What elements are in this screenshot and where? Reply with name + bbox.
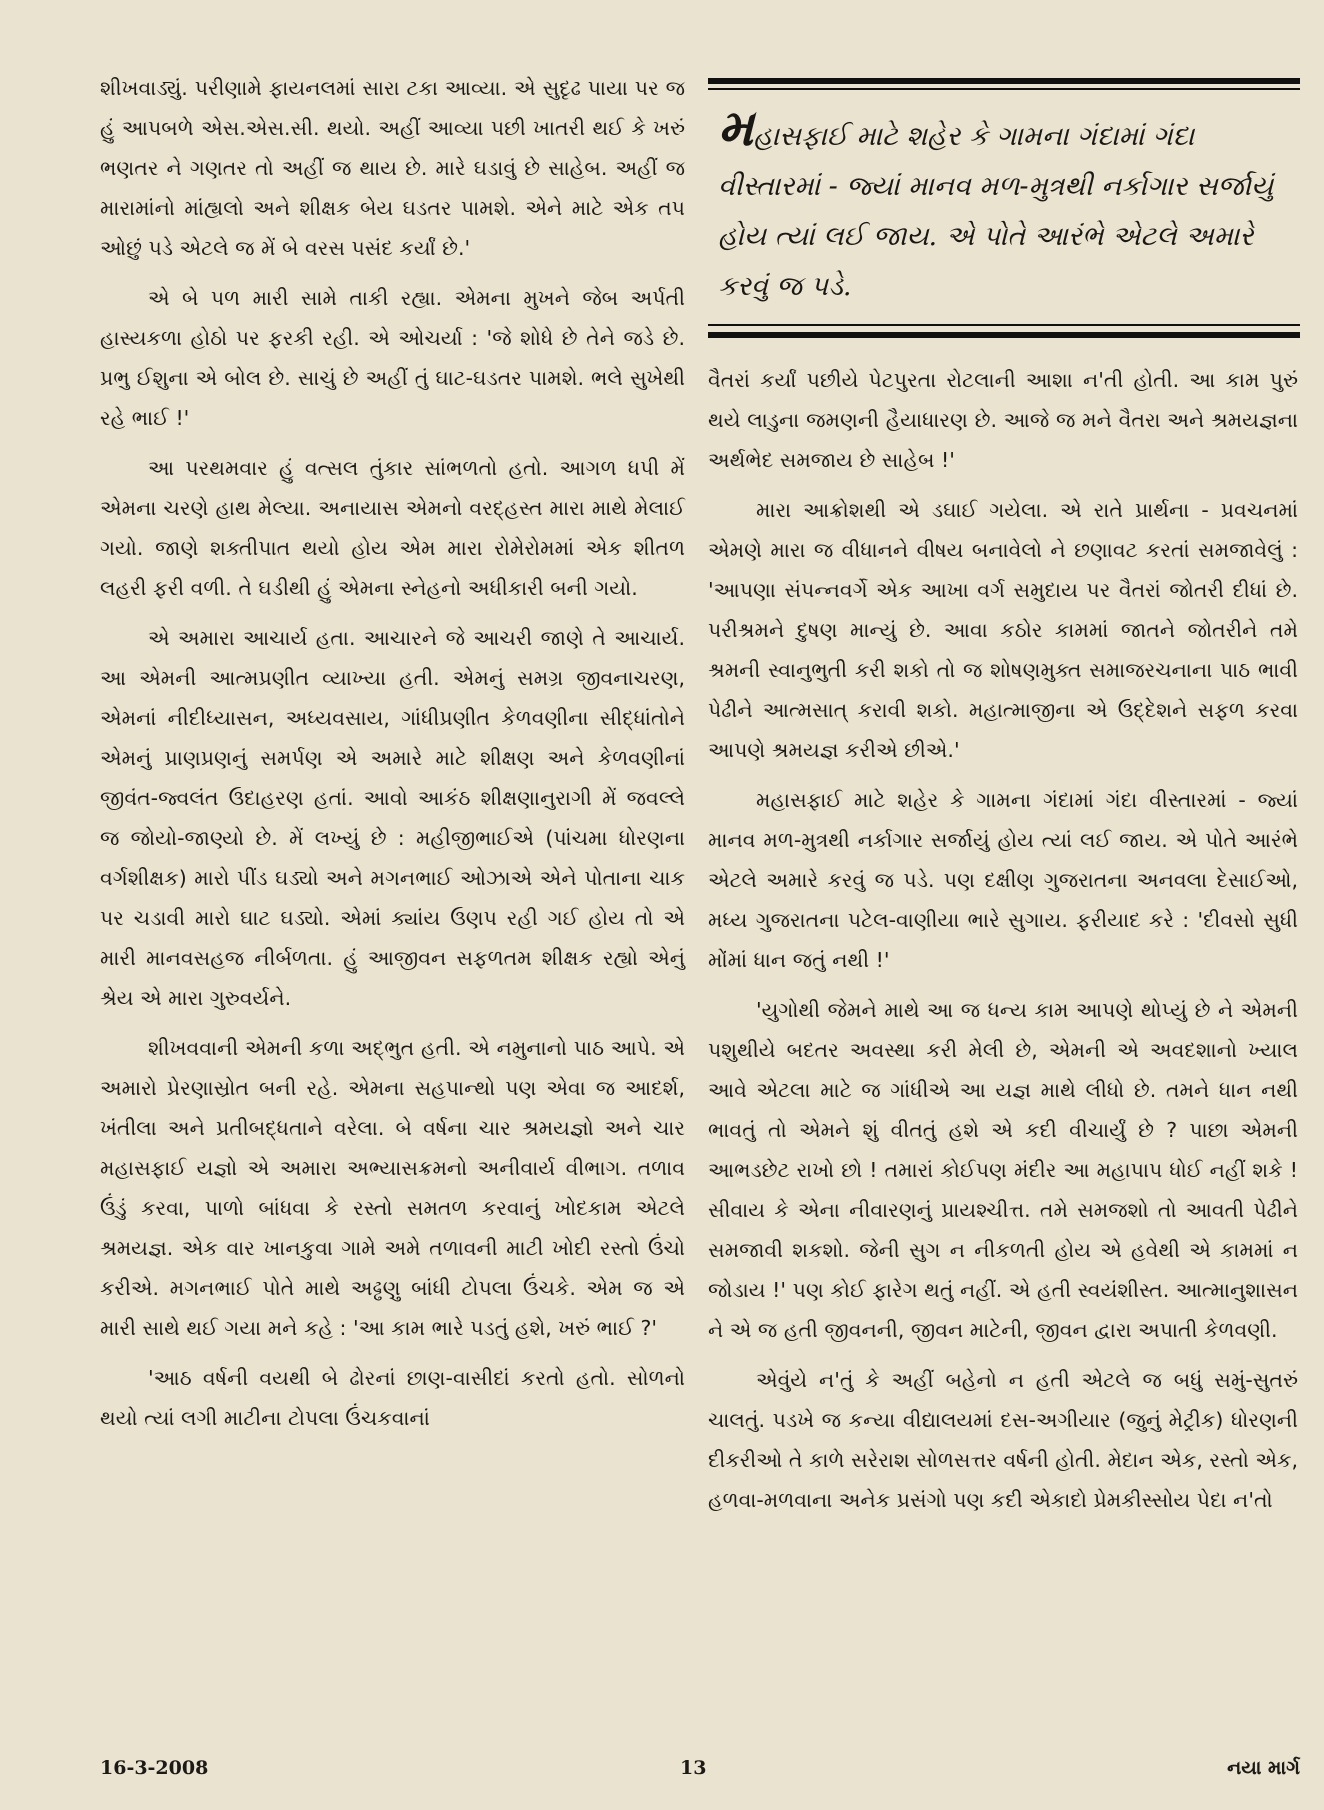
pull-quote-text bbox=[718, 98, 1293, 312]
right-paragraph-2: મારા આક્રોશથી એ ડઘાઈ ગયેલા. એ રાતે પ્રાર્થના - પ્રવચનમાં એમણે મારા જ વીધાનને વીષય બનાવેલો ને છણાવટ કરતાં સમજાવેલું : 'આપણા સંપન્નવર્ગે એક આખા વર્ગ સમુદાય પર વૈતરાં જોતરી દીધાં છે. પરીશ્રમને દુષણ માન્યું છે. આવા કઠોર કામમાં જાતને જોતરીને તમે શ્રમની સ્વાનુભુતી કરી શકો તો જ શોષણમુક્ત સમાજરચનાના પાઠ ભાવી પેઢીને આત્મસાત્ કરાવી શકો. મહાત્માજીના એ ઉદ્દેશને સફળ કરવા આપણે શ્રમયજ્ઞ કરીએ છીએ.' bbox=[708, 498, 1298, 762]
right-paragraph-4: 'યુગોથી જેમને માથે આ જ ધન્ય કામ આપણે થોપ્યું છે ને એમની પશુથીયે બદતર અવસ્થા કરી મેલી છે, એમની એ અવદશાનો ખ્યાલ આવે એટલા માટે જ ગાંધીએ આ યજ્ઞ માથે લીધો છે. તમને ધાન નથી ભાવતું તો એમને શું વીતતું હશે એ કદી વીચાર્યું છે ? પાછા એમની આભડછેટ રાખો છો ! તમારાં કોઈપણ મંદીર આ મહાપાપ ધોઈ નહીં શકે ! સીવાય કે એના નીવારણનું પ્રાયશ્ચીત્ત. તમે સમજશો તો આવતી પેઢીને સમજાવી શકશો. જેની સુગ ન નીકળતી હોય એ હવેથી એ કામમાં ન જોડાય !' પણ કોઈ ફારેગ થતું નહીં. એ હતી સ્વયંશીસ્ત. આત્માનુશાસન ને એ જ હતી જીવનની, જીવન માટેની, જીવન દ્વારા અપાતી કેળવણી. bbox=[708, 998, 1298, 1342]
pull-quote-body: હાસફાઈ માટે શહેર કે ગામના ગંદામાં ગંદા વીસ્તારમાં - જ્યાં માનવ મળ-મુત્રથી નર્કાગાર સર્જાયું હોય ત્યાં લઈ જાય. એ પોતે આરંભે એટલે અમારે કરવું જ પડે. bbox=[718, 121, 1274, 302]
pull-quote-top-rule-thick bbox=[708, 78, 1300, 84]
left-column bbox=[100, 68, 685, 1448]
pull-quote-drop-letter: મ bbox=[718, 98, 754, 157]
left-paragraph-5: શીખવવાની એમની કળા અદ્ભુત હતી. એ નમુનાનો પાઠ આપે. એ અમારો પ્રેરણાસ્રોત બની રહે. એમના સહપાન્થો પણ એવા જ આદર્શ, ખંતીલા અને પ્રતીબદ્ધતાને વરેલા. બે વર્ષના ચાર શ્રમયજ્ઞો અને ચાર મહાસફાઈ યજ્ઞો એ અમારા અભ્યાસક્રમનો અનીવાર્ય વીભાગ. તળાવ ઉંડું કરવા, પાળો બાંધવા કે રસ્તો સમતળ કરવાનું ખોદકામ એટલે શ્રમયજ્ઞ. એક વાર ખાનકુવા ગામે અમે તળાવની માટી ખોદી રસ્તો ઉંચો કરીએ. મગનભાઈ પોતે માથે અઢ્ઢણુ બાંધી ટોપલા ઉંચકે. એમ જ એ મારી સાથે થઈ ગયા મને કહે : 'આ કામ ભારે પડતું હશે, ખરું ભાઈ ?' bbox=[100, 1036, 685, 1340]
issue-date: 16-3-2008 bbox=[100, 1757, 209, 1779]
right-paragraph-1: વૈતરાં કર્યાં પછીયે પેટપુરતા રોટલાની આશા ન'તી હોતી. આ કામ પુરું થયે લાડુના જમણની હૈયાધારણ છે. આજે જ મને વૈતરા અને શ્રમયજ્ઞના અર્થભેદ સમજાય છે સાહેબ !' bbox=[708, 368, 1298, 472]
left-paragraph-6: 'આઠ વર્ષની વયથી બે ઢોરનાં છાણ-વાસીદાં કરતો હતો. સોળનો થયો ત્યાં લગી માટીના ટોપલા ઉંચકવાનાં bbox=[100, 1366, 685, 1430]
left-paragraph-2: એ બે પળ મારી સામે તાકી રહ્યા. એમના મુખને જેબ અર્પતી હાસ્યકળા હોઠો પર ફરકી રહી. એ ઓચર્યા : 'જે શોધે છે તેને જડે છે. પ્રભુ ઈશુના એ બોલ છે. સાચું છે અહીં તું ઘાટ-ઘડતર પામશે. ભલે સુખેથી રહે ભાઈ !' bbox=[100, 286, 685, 430]
pull-quote-bottom-rule-thick bbox=[708, 332, 1300, 338]
left-paragraph-1: શીખવાડ્યું. પરીણામે ફાયનલમાં સારા ટકા આવ્યા. એ સુદૃઢ પાયા પર જ હું આપબળે એસ.એસ.સી. થયો. અહીં આવ્યા પછી ખાતરી થઈ કે ખરું ભણતર ને ગણતર તો અહીં જ થાય છે. મારે ઘડાવું છે સાહેબ. અહીં જ મારામાંનો માંહ્યલો અને શીક્ષક બેય ઘડતર પામશે. એને માટે એક તપ ઓછું પડે એટલે જ મેં બે વરસ પસંદ કર્યાં છે.' bbox=[100, 76, 685, 260]
right-paragraph-5: એવુંયે ન'તું કે અહીં બહેનો ન હતી એટલે જ બધું સમું-સુતરું ચાલતું. પડખે જ કન્યા વીદ્યાલયમાં દસ-અગીયાર (જુનું મેટ્રીક) ધોરણની દીકરીઓ તે કાળે સરેરાશ સોળસત્તર વર્ષની હોતી. મેદાન એક, રસ્તો એક, હળવા-મળવાના અનેક પ્રસંગો પણ કદી એકાદો પ્રેમકીસ્સોય પેદા ન'તો bbox=[708, 1368, 1298, 1512]
pull-quote bbox=[708, 78, 1300, 340]
left-paragraph-3: આ પરથમવાર હું વત્સલ તુંકાર સાંભળતો હતો. આગળ ધપી મેં એમના ચરણે હાથ મેલ્યા. અનાયાસ એમનો વરદ્હસ્ત મારા માથે મેલાઈ ગયો. જાણે શક્તીપાત થયો હોય એમ મારા રોમેરોમમાં એક શીતળ લહરી ફરી વળી. તે ઘડીથી હું એમના સ્નેહનો અધીકારી બની ગયો. bbox=[100, 456, 685, 600]
pull-quote-bottom-rule-thin bbox=[708, 324, 1300, 326]
right-paragraph-3: મહાસફાઈ માટે શહેર કે ગામના ગંદામાં ગંદા વીસ્તારમાં - જ્યાં માનવ મળ-મુત્રથી નર્કાગાર સર્જાયું હોય ત્યાં લઈ જાય. એ પોતે આરંભે એટલે અમારે કરવું જ પડે. પણ દક્ષીણ ગુજરાતના અનવલા દેસાઈઓ, મધ્ય ગુજરાતના પટેલ-વાણીયા ભારે સુગાય. ફરીયાદ કરે : 'દીવસો સુધી મોંમાં ધાન જતું નથી !' bbox=[708, 788, 1298, 972]
page-number: 13 bbox=[680, 1757, 707, 1779]
right-column bbox=[708, 360, 1298, 1530]
magazine-name: નયા માર્ગ bbox=[1227, 1757, 1300, 1779]
pull-quote-top-rule-thin bbox=[708, 88, 1300, 90]
page-footer bbox=[100, 1757, 1300, 1787]
left-paragraph-4: એ અમારા આચાર્ય હતા. આચારને જે આચરી જાણે તે આચાર્ય. આ એમની આત્મપ્રણીત વ્યાખ્યા હતી. એમનું સમગ્ર જીવનાચરણ, એમનાં નીદીધ્યાસન, અધ્યવસાય, ગાંધીપ્રણીત કેળવણીના સીદ્ધાંતોને એમનું પ્રાણપ્રણનું સમર્પણ એ અમારે માટે શીક્ષણ અને કેળવણીનાં જીવંત-જ્વલંત ઉદાહરણ હતાં. આવો આકંઠ શીક્ષણાનુરાગી મેં જવલ્લે જ જોયો-જાણ્યો છે. મેં લખ્યું છે : મહીજીભાઈએ (પાંચમા ધોરણના વર્ગશીક્ષક) મારો પીંડ ઘડ્યો અને મગનભાઈ ઓઝાએ એને પોતાના ચાક પર ચડાવી મારો ઘાટ ઘડ્યો. એમાં ક્યાંય ઉણપ રહી ગઈ હોય તો એ મારી માનવસહજ નીર્બળતા. હું આજીવન સફળતમ શીક્ષક રહ્યો એનું શ્રેય એ મારા ગુરુવર્યને. bbox=[100, 626, 685, 1010]
